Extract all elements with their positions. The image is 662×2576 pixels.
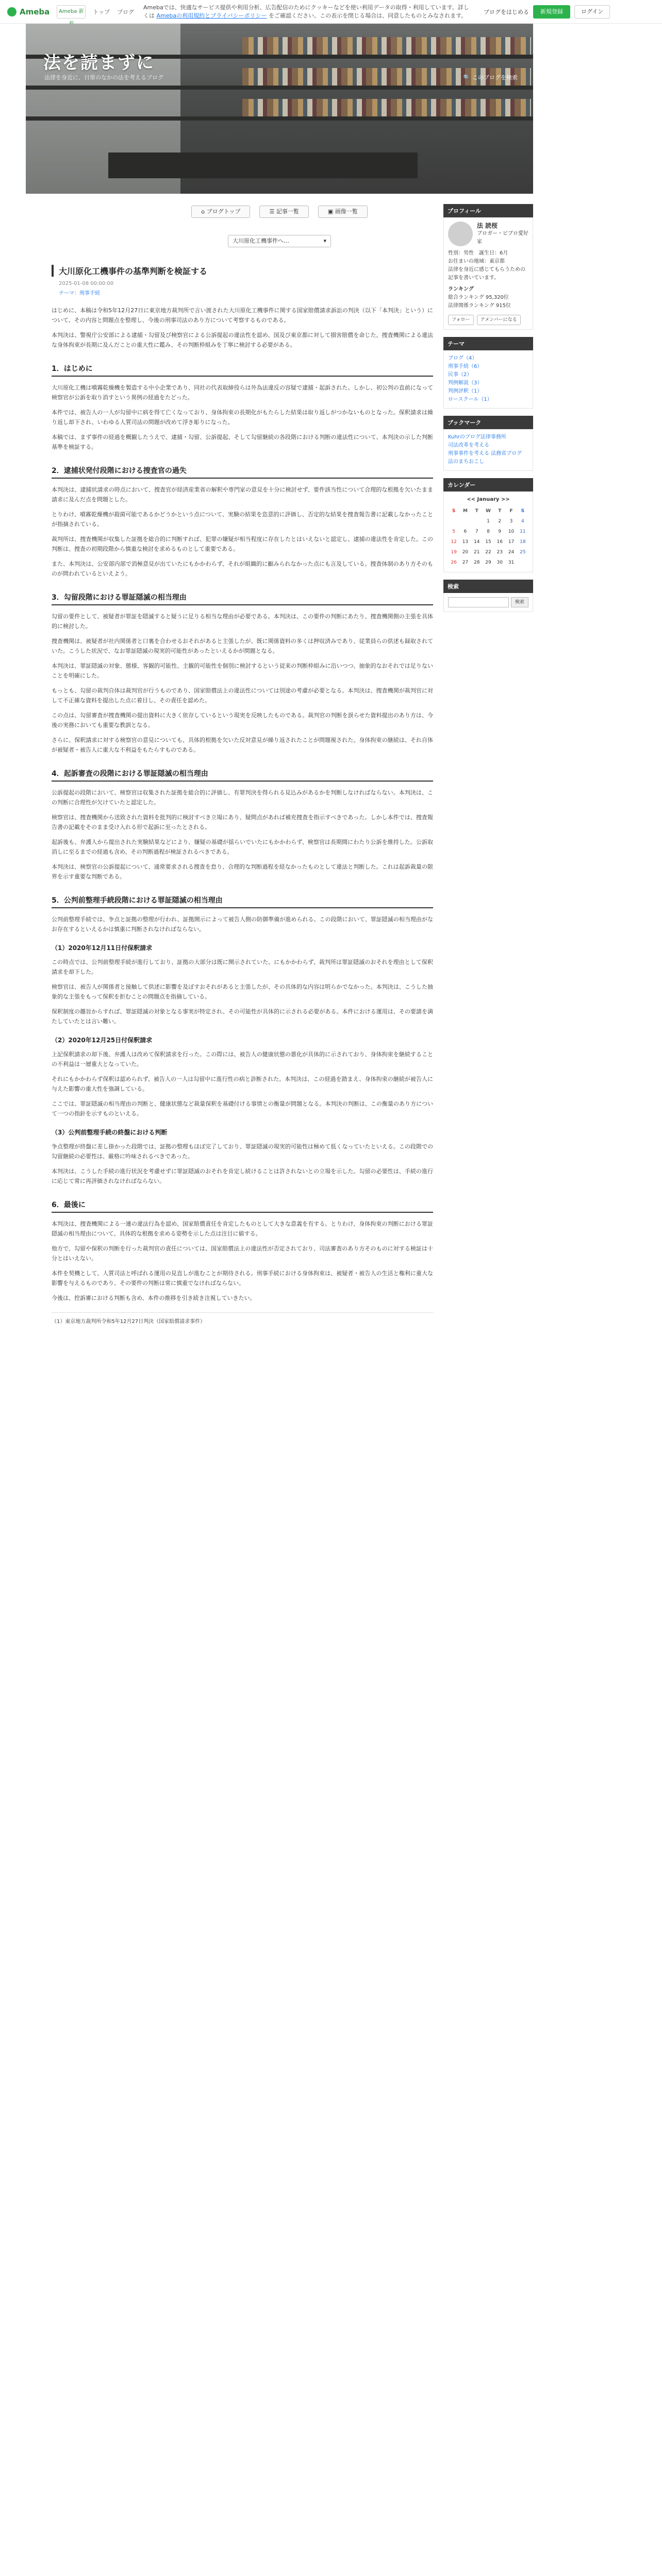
bookmark-heading: ブックマーク <box>443 416 533 429</box>
section-heading: 6．最後に <box>52 1199 433 1213</box>
hero-books-row <box>242 99 531 116</box>
bookmark-link[interactable]: Kuhrのブログ法律事務所 <box>448 434 506 440</box>
article-paragraph: 本稿では、まず事件の経過を概観したうえで、逮捕・勾留、公訴提起、そして勾留継続の各段階における判断の違法性について、本判決の示した判断基準を検証する。 <box>52 434 433 450</box>
calendar-week-row <box>448 527 528 537</box>
calendar-day[interactable]: 28 <box>473 560 480 565</box>
article-paragraph: 本判決は、検察官の公訴提起について、通常要求される捜査を怠り、合理的な判断過程を経なかったものとして違法と判断した。これは起訴裁量の限界を示す重要な判断である。 <box>52 863 433 880</box>
article-paragraph: 公訴提起の段階において、検察官は収集された証拠を総合的に評価し、有罪判決を得られる見込みがあるかを判断しなければならない。本判決は、この判断に合理性が欠けていたと認定した。 <box>52 789 433 806</box>
blog-top-label: ブログトップ <box>206 208 241 215</box>
blog-subtitle: 法律を身近に、日常のなかの法を考えるブログ <box>44 74 163 81</box>
profile-body <box>443 217 533 330</box>
article-paragraph: この点は、勾留審査が捜査機関の提出資料に大きく依存しているという現実を反映したものである。裁判官の判断を誤らせた資料提出のあり方は、今後の実務においても重要な教訓となる。 <box>52 712 433 728</box>
calendar-week-row <box>448 516 528 527</box>
header-nav-top[interactable]: トップ <box>93 8 110 15</box>
cookie-notice-pre: Amebaでは、快適なサービス提供や利用分析、広告配信のためにクッキーなどを使い利用データの取得・利用しています。詳しくは <box>143 4 469 19</box>
search-body <box>443 593 533 612</box>
ameba-logo-mark <box>7 7 16 16</box>
header-right <box>484 5 610 19</box>
bookmark-link[interactable]: 法のまちおこし <box>448 459 484 465</box>
article-paragraph: 保釈制度の趣旨からすれば、罪証隠滅の対象となる事実が特定され、その可能性が具体的に示される必要がある。本件における運用は、その要請を満たしていたとは言い難い。 <box>52 1008 433 1025</box>
section-heading: 5．公判前整理手続段階における罪証隠滅の相当理由 <box>52 895 433 908</box>
sidebar <box>443 204 533 619</box>
calendar-week-row <box>448 537 528 547</box>
article-paragraph: 公判前整理手続では、争点と証拠の整理が行われ、証拠開示によって被告人側の防御準備が進められる。この段階において、罪証隠滅の相当理由がなお存在するといえるかは慎重に判断されなければならない。 <box>52 916 433 933</box>
profile-name[interactable]: 法 読桜 <box>477 222 498 229</box>
bookmark-link[interactable]: 刑事事件を考える 法務省ブログ <box>448 451 522 456</box>
ameba-logo[interactable] <box>7 7 49 16</box>
profile-bio: 性別：男性 誕生日：6月 お住まいの地域：東京都 法律を身近に感じてもらうための記事を書いています。 <box>448 250 525 281</box>
calendar-day[interactable]: 30 <box>496 560 503 565</box>
search-icon: 🔍 <box>463 74 471 81</box>
home-icon: ⌂ <box>201 208 205 215</box>
hero-books-row <box>242 37 531 55</box>
search-heading: 検索 <box>443 580 533 593</box>
image-list-label: 画像一覧 <box>335 208 358 215</box>
hero-shelf <box>26 116 533 121</box>
hero-shelf <box>26 86 533 90</box>
article-paragraph: 本判決は、捜査機関による一連の違法行為を認め、国家賠償責任を肯定したものとして大きな意義を有する。とりわけ、身体拘束の判断における罪証隠滅の相当理由について、具体的な根拠を求める姿勢を示した点は注目に値する。 <box>52 1221 433 1237</box>
calendar-day[interactable]: 25 <box>520 550 526 555</box>
article-paragraph: とりわけ、噴霧乾燥機が殺菌可能であるかどうかという点について、実験の結果を恣意的に評価し、否定的な結果を捜査報告書に記載しなかったことが指摘されている。 <box>52 511 433 528</box>
article-paragraph: 本判決は、逮捕状請求の時点において、捜査官が経済産業省の解釈や専門家の意見を十分に検討せず、要件該当性について合理的な根拠を欠いたまま請求に及んだ点を問題とした。 <box>52 486 433 503</box>
calendar-day[interactable]: 17 <box>508 539 515 545</box>
article-paragraph: さらに、保釈請求に対する検察官の意見についても、具体的根拠を欠いた反対意見が繰り返されたことが問題視された。身体拘束の継続は、それ自体が被疑者・被告人に重大な不利益をもたらすものである。 <box>52 737 433 753</box>
calendar-day[interactable] <box>459 516 471 527</box>
entry-select[interactable] <box>228 235 331 247</box>
calendar-month-label: January <box>477 497 500 502</box>
blog-search-label: このブログを検索 <box>472 74 518 81</box>
calendar-day[interactable]: 4 <box>521 519 524 524</box>
search-input[interactable] <box>448 597 509 607</box>
calendar-weekday: T <box>475 509 478 514</box>
rank-label: ランキング <box>448 286 474 292</box>
calendar-day[interactable]: 6 <box>464 529 467 534</box>
login-button[interactable]: ログイン <box>574 5 610 19</box>
bookmark-section <box>443 416 533 471</box>
calendar-heading: カレンダー <box>443 478 533 492</box>
calendar-day[interactable]: 27 <box>462 560 469 565</box>
calendar-day[interactable] <box>517 557 528 568</box>
calendar-week-row <box>448 557 528 568</box>
search-button[interactable]: 検索 <box>511 597 528 607</box>
profile-row <box>448 222 528 246</box>
calendar-day[interactable] <box>448 516 459 527</box>
calendar-day[interactable]: 12 <box>451 539 457 545</box>
theme-heading: テーマ <box>443 337 533 350</box>
calendar-day[interactable]: 15 <box>485 539 491 545</box>
article-paragraph: 本判決は、警視庁公安部による逮捕・勾留及び検察官による公訴提起の違法性を認め、国及び東京都に対して損害賠償を命じた。捜査機関による違法な身体拘束が長期に及んだことの重大性に鑑み、その判断枠組みを丁寧に検討する必要がある。 <box>52 332 433 348</box>
entry-list-button[interactable] <box>259 206 308 218</box>
calendar-day[interactable]: 7 <box>475 529 478 534</box>
ameba-logo-text: Ameba <box>20 7 50 16</box>
calendar-week-row <box>448 547 528 557</box>
calendar-day[interactable]: 19 <box>451 550 457 555</box>
list-icon: ☰ <box>269 208 275 215</box>
hero-table <box>108 152 418 178</box>
article-paragraph: 本件では、被告人の一人が勾留中に病を得て亡くなっており、身体拘束の長期化がもたらした結果は取り返しがつかないものとなった。保釈請求は繰り返し却下され、いわゆる人質司法の問題が改めて浮き彫りになった。 <box>52 409 433 426</box>
calendar-weekday: S <box>452 509 456 514</box>
calendar-day[interactable]: 1 <box>487 519 490 524</box>
calendar-body <box>443 492 533 572</box>
article-paragraph: 本件を契機として、人質司法と呼ばれる運用の見直しが進むことが期待される。刑事手続における身体拘束は、被疑者・被告人の生活と権利に重大な影響を与えるものであり、その要件の判断は常に慎重でなければならない。 <box>52 1270 433 1286</box>
article-paragraph: ここでは、罪証隠滅の相当理由の判断と、健康状態など裁量保釈を基礎付ける事情との衡量が問題となる。本判決の判断は、この衡量のあり方について一つの指針を示すものといえる。 <box>52 1100 433 1117</box>
theme-link[interactable]: 判例評釈（1） <box>448 388 483 394</box>
article-paragraph: 捜査機関は、被疑者が社内関係者と口裏を合わせるおそれがあると主張したが、既に関係資料の多くは押収済みであり、従業員らの供述も録取されていた。こうした状況で、なお罪証隠滅の現実的可能性があったといえるかが問題となる。 <box>52 638 433 654</box>
article-paragraph: また、本判決は、公安部内部で消極意見が出ていたにもかかわらず、それが組織的に顧みられなかった点にも言及している。捜査体制のあり方そのものが問われているといえよう。 <box>52 561 433 577</box>
sidebar-search <box>448 597 528 607</box>
article-paragraph: それにもかかわらず保釈は認められず、被告人の一人は勾留中に進行性の病と診断された。本判決は、この経過を踏まえ、身体拘束の継続が被告人に与えた影響の重大性を強調している。 <box>52 1076 433 1092</box>
calendar-day[interactable]: 23 <box>496 550 503 555</box>
theme-link[interactable]: 判例解説（3） <box>448 380 483 386</box>
calendar-weekday: S <box>521 509 525 514</box>
calendar-weekday: M <box>462 509 468 514</box>
theme-body <box>443 350 533 409</box>
calendar-day[interactable]: 2 <box>498 519 502 524</box>
article-paragraph: 今後は、控訴審における判断も含め、本件の推移を引き続き注視していきたい。 <box>52 1295 256 1301</box>
calendar-day[interactable]: 18 <box>520 539 526 545</box>
calendar-day[interactable]: 8 <box>487 529 490 534</box>
calendar-day[interactable]: 3 <box>509 519 513 524</box>
cookie-notice-post: をご確認ください。この表示を閉じる場合は、同意したものとみなされます。 <box>269 12 467 19</box>
calendar-day[interactable]: 10 <box>508 529 515 534</box>
section-heading: 1．はじめに <box>52 363 433 377</box>
entry-select-value: 大川原化工機事件へ… <box>233 238 289 244</box>
article-paragraph: この時点では、公判前整理手続が進行しており、証拠の大部分は既に開示されていた。にもかかわらず、裁判所は罪証隠滅のおそれを理由として保釈請求を却下した。 <box>52 959 433 975</box>
cookie-notice-link[interactable]: Amebaの利用規約とプライバシーポリシー <box>156 12 267 19</box>
calendar-day[interactable]: 26 <box>451 560 457 565</box>
article-paragraph: 裁判所は、捜査機関が収集した証拠を総合的に判断すれば、犯罪の嫌疑が相当程度に存在したとはいえないと認定し、逮捕の違法性を肯定した。この判断は、捜査の初期段階から慎重な検討を求めるものとして重要である。 <box>52 536 433 552</box>
follow-button[interactable]: フォロー <box>448 315 474 325</box>
bookmark-link[interactable]: 司法改革を考える <box>448 443 489 448</box>
section-heading: 3．勾留段階における罪証隠滅の相当理由 <box>52 592 433 605</box>
calendar-weekday: W <box>486 509 491 514</box>
header-nav-blog[interactable]: ブログ <box>117 8 134 15</box>
calendar-section <box>443 478 533 572</box>
calendar-day[interactable]: 24 <box>508 550 515 555</box>
calendar-day[interactable]: 20 <box>462 550 469 555</box>
rank-value: 法律関係ランキング 915位 <box>448 303 511 309</box>
calendar-day[interactable]: 31 <box>508 560 515 565</box>
calendar-month <box>448 496 528 504</box>
blog-header-image <box>26 24 533 194</box>
subsection-heading: （2）2020年12月25日付保釈請求 <box>52 1037 153 1044</box>
image-icon: ▣ <box>327 208 334 215</box>
article-paragraph: 起訴後も、弁護人から提出された実験結果などにより、嫌疑の基礎が揺らいでいたにもかかわらず、検察官は長期間にわたり公訴を維持した。公訴取消しに至るまでの経過も含め、その判断過程が検証されるべきである。 <box>52 839 433 855</box>
article-theme-link[interactable]: テーマ：刑事手続 <box>59 291 100 296</box>
article-paragraph: 本判決は、罪証隠滅の対象、態様、客観的可能性、主観的可能性を個別に検討するという従来の判断枠組みに沿いつつ、抽象的なおそれでは足りないことを明確にした。 <box>52 663 433 679</box>
search-section <box>443 580 533 612</box>
calendar-grid <box>448 506 528 568</box>
calendar-day[interactable]: 22 <box>485 550 491 555</box>
article <box>52 256 433 2576</box>
theme-link[interactable]: 民事（2） <box>448 372 472 378</box>
section-heading: 2．逮捕状発付段階における捜査官の過失 <box>52 465 433 479</box>
subsection-heading: （1）2020年12月11日付保釈請求 <box>52 944 153 952</box>
calendar-day[interactable]: 9 <box>498 529 502 534</box>
article-paragraph: 争点整理が終盤に差し掛かった段階では、証拠の整理もほぼ完了しており、罪証隠滅の現実的可能性は極めて低くなっていたといえる。この段階での勾留継続の必要性は、厳格に吟味されるべきであった。 <box>52 1143 433 1160</box>
calendar-weekday: F <box>509 509 513 514</box>
entry-list-label: 記事一覧 <box>276 208 299 215</box>
profile-section <box>443 204 533 330</box>
article-paragraph: 本判決は、こうした手続の進行状況を考慮せずに罪証隠滅のおそれを肯定し続けることは許されないとの立場を示した。勾留の必要性は、手続の進行に応じて常に再評価されなければならない。 <box>52 1168 433 1184</box>
profile-heading: プロフィール <box>443 204 533 217</box>
article-paragraph: 検察官は、被告人が関係者と接触して供述に影響を及ぼすおそれがあると主張したが、その具体的な内容は明らかでなかった。本判決は、こうした抽象的な主張をもって保釈を拒むことの問題点を指摘している。 <box>52 984 433 1000</box>
article-paragraph: 検察官は、捜査機関から送致された資料を批判的に検討すべき立場にあり、疑問点があれば補充捜査を指示すべきであった。しかし本件では、捜査報告書の記載をそのまま受け入れる形で起訴に至ったとされる。 <box>52 814 433 831</box>
article-paragraph: 上記保釈請求の却下後、弁護人は改めて保釈請求を行った。この際には、被告人の健康状態の悪化が具体的に示されており、身体拘束を継続することの不利益は一層重大となっていた。 <box>52 1051 433 1067</box>
blog-top-button[interactable] <box>191 206 250 218</box>
follow-buttons <box>448 313 528 325</box>
calendar-day[interactable]: 13 <box>462 539 469 545</box>
article-date: 2025-01-08 00:00:00 <box>59 281 114 286</box>
theme-link[interactable]: ロースクール（1） <box>448 397 492 402</box>
chevron-left-icon[interactable]: << <box>467 497 476 502</box>
register-button[interactable]: 新規登録 <box>533 5 570 19</box>
blog-title[interactable]: 法を読まずに <box>43 53 155 73</box>
profile-text <box>477 222 528 246</box>
ameba-new-badge[interactable]: Ameba 新 <box>57 5 86 19</box>
article-paragraph: 勾留の要件として、被疑者が罪証を隠滅すると疑うに足りる相当な理由が必要である。本判決は、この要件の判断にあたり、捜査機関側の主張を具体的に検討した。 <box>52 613 433 630</box>
calendar-weekday: T <box>498 509 502 514</box>
calendar-day[interactable]: 14 <box>473 539 480 545</box>
calendar-day[interactable]: 5 <box>452 529 455 534</box>
cookie-notice <box>143 4 473 20</box>
article-paragraph: 大川原化工機は噴霧乾燥機を製造する中小企業であり、同社の代表取締役らは外為法違反の容疑で逮捕・起訴された。しかし、初公判の直前になって検察官が公訴を取り消すという異例の経過をたどった。 <box>52 384 433 401</box>
theme-link[interactable]: 刑事手続（6） <box>448 364 483 369</box>
avatar[interactable] <box>448 222 473 246</box>
section-heading: 4．起訴審査の段階における罪証隠滅の相当理由 <box>52 768 433 782</box>
image-list-button[interactable] <box>318 206 368 218</box>
chevron-down-icon: ▾ <box>323 238 326 244</box>
calendar-day[interactable]: 21 <box>473 550 480 555</box>
profile-role: ブロガー・ビブロ愛好家 <box>477 231 528 245</box>
theme-section <box>443 337 533 409</box>
calendar-day[interactable]: 29 <box>485 560 491 565</box>
header-nav <box>93 8 134 16</box>
article-paragraph: 他方で、勾留や保釈の判断を行った裁判官の責任については、国家賠償法上の違法性が否定されており、司法審査のあり方そのものに対する検証は十分とはいえない。 <box>52 1245 433 1262</box>
bookmark-body <box>443 429 533 471</box>
blog-search-link[interactable] <box>464 73 518 81</box>
amember-button[interactable]: アメンバーになる <box>477 315 521 325</box>
theme-link[interactable]: ブログ（4） <box>448 355 477 361</box>
article-paragraph: はじめに、本稿は令和5年12月27日に東京地方裁判所で言い渡された大川原化工機事件に関する国家賠償請求訴訟の判決（以下「本判決」という）について、その内容と問題点を整理し、今後の刑事司法のあり方について考察するものである。 <box>52 307 433 324</box>
footnote: （1）東京地方裁判所令和5年12月27日判決（国家賠償請求事件） <box>52 1312 433 1325</box>
article-paragraph: もっとも、勾留の裁判自体は裁判官が行うものであり、国家賠償法上の違法性については別途の考慮が必要となる。本判決は、捜査機関が裁判官に対して不正確な資料を提出した点に着目し、その責任を認めた。 <box>52 687 433 704</box>
rank-value: 総合ランキング 95,320位 <box>448 295 509 300</box>
start-blog-link[interactable]: ブログをはじめる <box>483 8 529 15</box>
calendar-weekday-row <box>448 506 528 516</box>
subsection-heading: （3）公判前整理手続の終盤における判断 <box>52 1129 168 1136</box>
article-title: 大川原化工機事件の基準判断を検証する <box>52 265 433 277</box>
chevron-right-icon[interactable]: >> <box>501 497 510 502</box>
calendar-day[interactable] <box>471 516 483 527</box>
calendar-day[interactable]: 16 <box>496 539 503 545</box>
top-header <box>0 0 662 24</box>
calendar-day[interactable]: 11 <box>520 529 526 534</box>
